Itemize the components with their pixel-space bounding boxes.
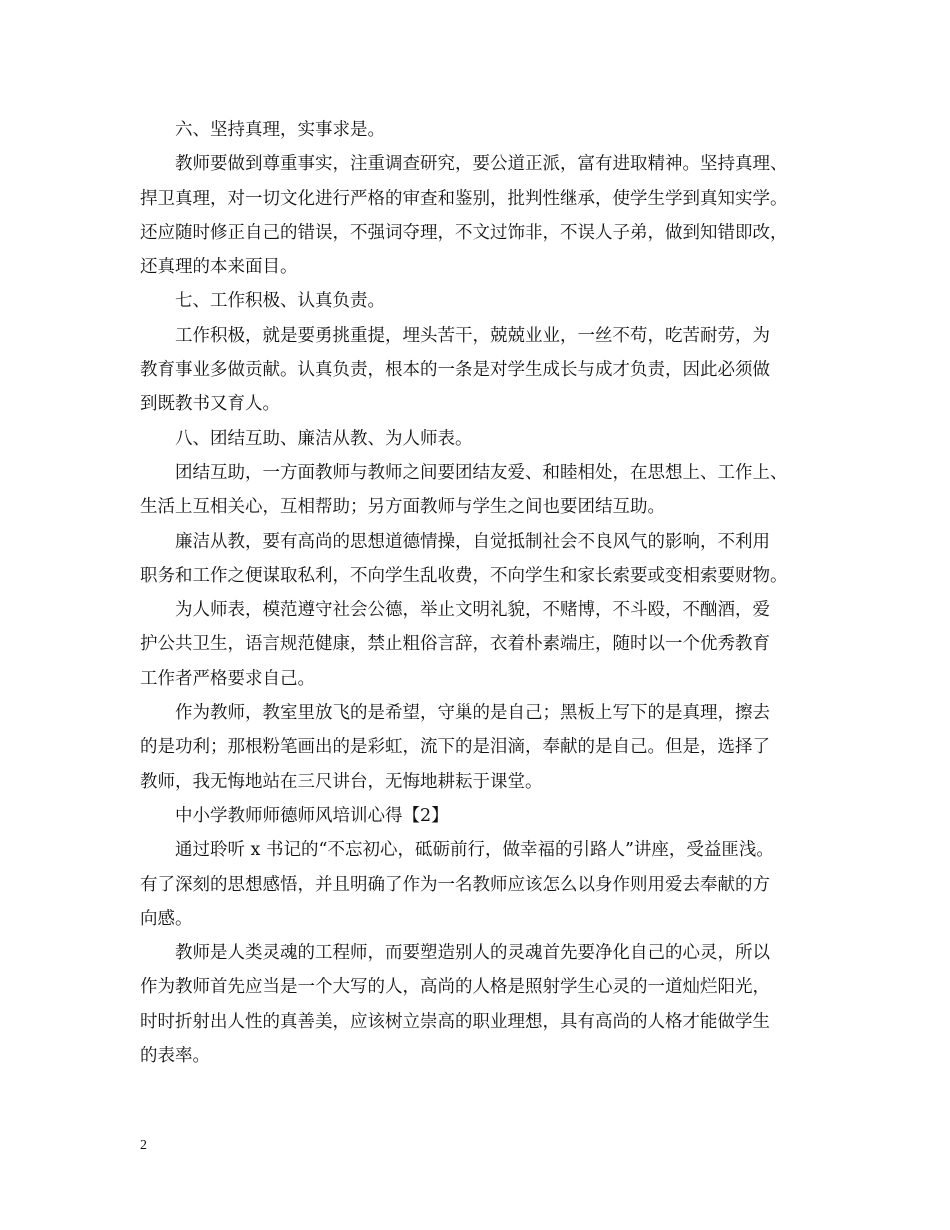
page-number: 2 — [140, 1138, 147, 1153]
text-line: 作为教师首先应当是一个大写的人，高尚的人格是照射学生心灵的一道灿烂阳光， — [140, 977, 770, 998]
text-line: 职务和工作之便谋取私利，不向学生乱收费，不向学生和家长索要或变相索要财物。 — [140, 565, 788, 586]
text-line: 教育事业多做贡献。认真负责，根本的一条是对学生成长与成才负责，因此必须做 — [140, 360, 770, 381]
text-line: 为人师表，模范遵守社会公德，举止文明礼貌，不赌博，不斗殴，不酗酒，爱 — [175, 600, 770, 621]
text-line: 生活上互相关心，互相帮助；另方面教师与学生之间也要团结互助。 — [140, 497, 665, 518]
text-line: 廉洁从教，要有高尚的思想道德情操，自觉抵制社会不良风气的影响，不利用 — [175, 531, 770, 552]
text-line: 八、团结互助、廉洁从教、为人师表。 — [175, 428, 473, 449]
text-line: 向感。 — [140, 908, 193, 929]
text-line: 教师是人类灵魂的工程师，而要塑造别人的灵魂首先要净化自己的心灵，所以 — [175, 943, 770, 964]
text-line: 团结互助，一方面教师与教师之间要团结友爱、和睦相处，在思想上、工作上、 — [175, 462, 788, 483]
document-body — [140, 113, 830, 1073]
text-line: 的是功利；那根粉笔画出的是彩虹，流下的是泪滴，奉献的是自己。但是，选择了 — [140, 737, 770, 758]
text-line: 工作者严格要求自己。 — [140, 668, 315, 689]
section-heading: 中小学教师师德师风培训心得【2】 — [175, 805, 449, 826]
text-line: 的表率。 — [140, 1046, 210, 1067]
text-line: 捍卫真理，对一切文化进行严格的审查和鉴别，批判性继承，使学生学到真知实学。 — [140, 188, 788, 209]
text-line: 有了深刻的思想感悟，并且明确了作为一名教师应该怎么以身作则用爱去奉献的方 — [140, 874, 770, 895]
text-line: 作为教师，教室里放飞的是希望，守巢的是自己；黑板上写下的是真理，擦去 — [175, 703, 770, 724]
text-line: 六、坚持真理，实事求是。 — [175, 120, 385, 140]
text-line: 通过聆听 x 书记的“不忘初心，砥砺前行，做幸福的引路人”讲座，受益匪浅。 — [175, 840, 774, 861]
text-line: 时时折射出人性的真善美，应该树立崇高的职业理想，具有高尚的人格才能做学生 — [140, 1011, 770, 1032]
text-line: 教师，我无悔地站在三尺讲台，无悔地耕耘于课堂。 — [140, 771, 543, 792]
text-line: 还真理的本来面目。 — [140, 257, 298, 278]
text-line: 到既教书又育人。 — [140, 394, 280, 415]
text-line: 还应随时修正自己的错误，不强词夺理，不文过饰非，不误人子弟，做到知错即改， — [140, 222, 788, 243]
text-line: 教师要做到尊重事实，注重调查研究，要公道正派，富有进取精神。坚持真理、 — [175, 154, 788, 175]
text-line: 工作积极，就是要勇挑重提，埋头苦干，兢兢业业，一丝不苟，吃苦耐劳，为 — [175, 325, 770, 346]
text-line: 护公共卫生，语言规范健康，禁止粗俗言辞，衣着朴素端庄，随时以一个优秀教育 — [140, 634, 770, 655]
text-line: 七、工作积极、认真负责。 — [175, 291, 385, 312]
